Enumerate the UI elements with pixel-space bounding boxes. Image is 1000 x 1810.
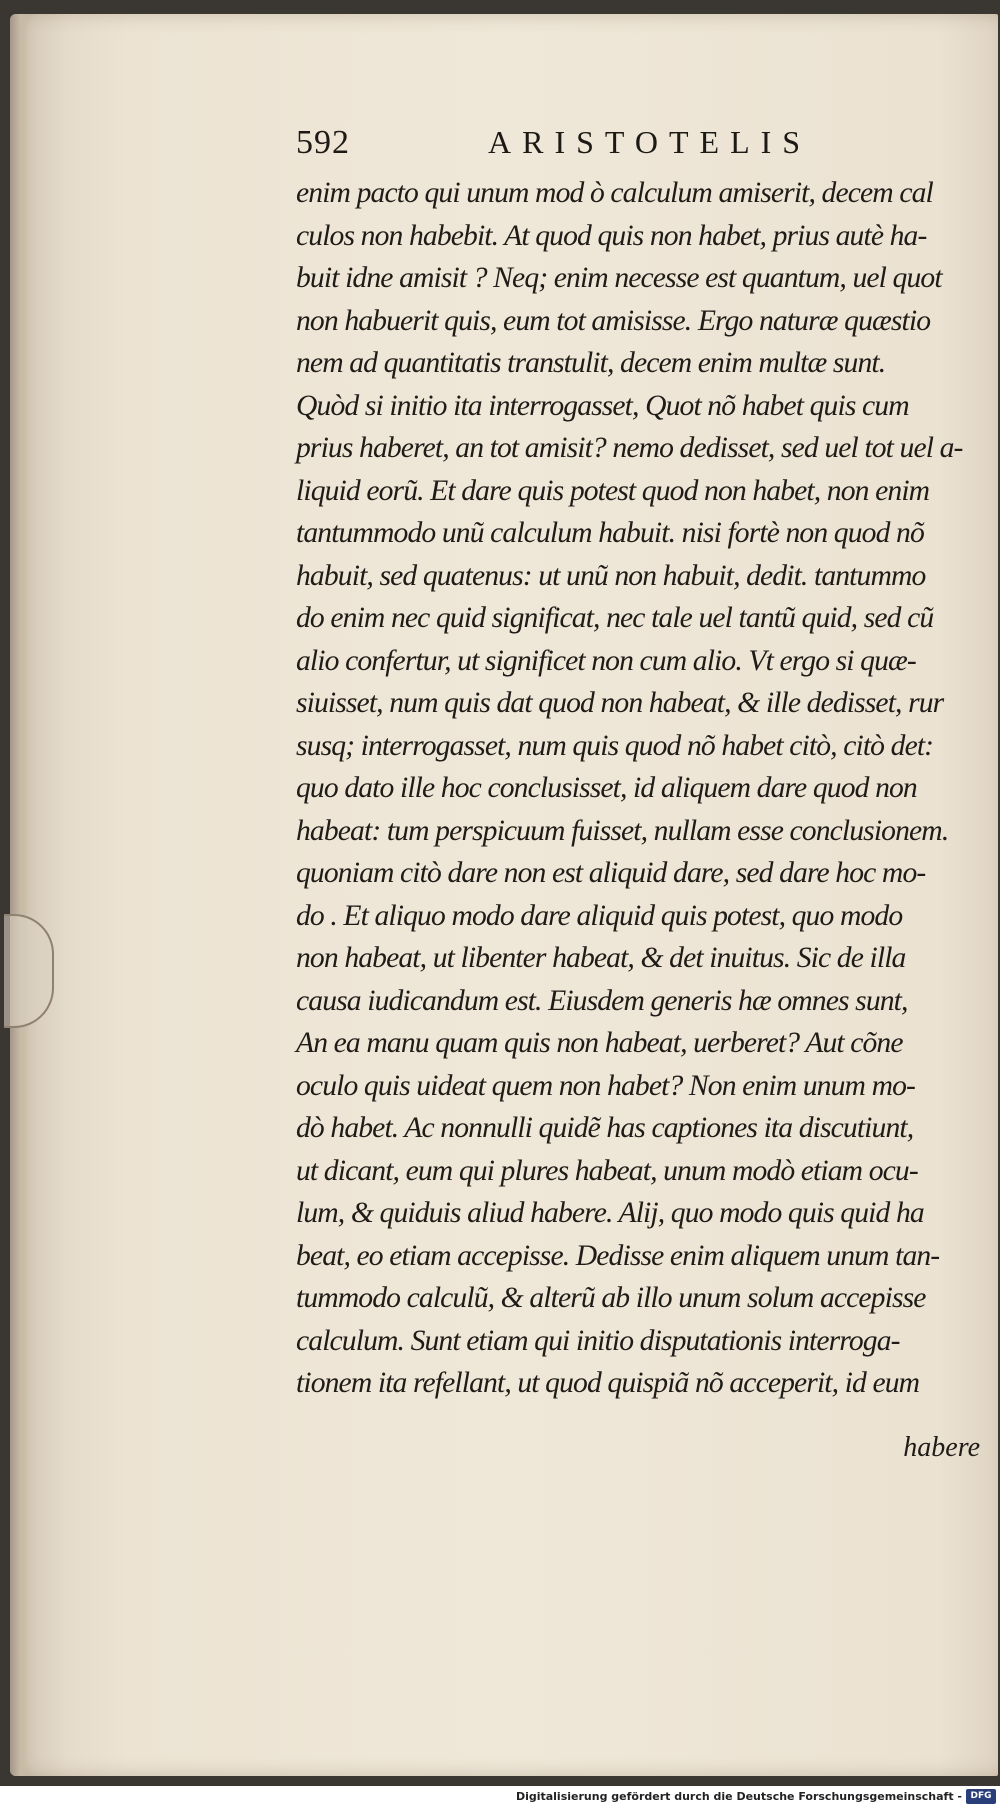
text-line: prius haberet, an tot amisit? nemo dedisset, sed uel tot uel a-: [296, 431, 963, 464]
page-number: 592: [296, 124, 350, 161]
dfg-logo-icon: DFG: [966, 1789, 996, 1804]
text-line: susq; interrogasset, num quis quod nõ habet citò, citò det:: [296, 728, 934, 762]
body-text: [296, 172, 976, 1405]
digitization-footer: [0, 1786, 1000, 1810]
text-line: liquid eorũ. Et dare quis potest quod non habet, non enim: [296, 473, 930, 507]
footer-credit: Digitalisierung gefördert durch die Deutsche Forschungsgemeinschaft -: [515, 1790, 962, 1803]
text-line: culos non habebit. At quod quis non habet, prius autè ha-: [296, 218, 927, 252]
text-line: ut dicant, eum qui plures habeat, unum modò etiam ocu-: [296, 1153, 918, 1187]
text-line: Quòd si initio ita interrogasset, Quot nõ habet quis cum: [296, 388, 909, 422]
text-line: dò habet. Ac nonnulli quidẽ has captiones ita discutiunt,: [296, 1111, 914, 1144]
text-line: buit idne amisit ? Neq; enim necesse est quantum, uel quot: [296, 261, 942, 294]
text-line: quoniam citò dare non est aliquid dare, sed dare hoc mo-: [296, 856, 926, 889]
text-line: do enim nec quid significat, nec tale uel tantũ quid, sed cũ: [296, 601, 934, 634]
text-line: causa iudicandum est. Eiusdem generis hæ omnes sunt,: [296, 983, 908, 1017]
text-line: tantummodo unũ calculum habuit. nisi fortè non quod nõ: [296, 516, 924, 549]
text-line: habeat: tum perspicuum fuisset, nullam esse conclusionem.: [296, 813, 949, 847]
text-line: do . Et aliquo modo dare aliquid quis potest, quo modo: [296, 898, 903, 932]
text-line: beat, eo etiam accepisse. Dedisse enim aliquem unum tan-: [296, 1238, 940, 1272]
text-line: siuisset, num quis dat quod non habeat, & ille dedisset, rur: [296, 686, 944, 719]
text-line: tummodo calculũ, & alterũ ab illo unum solum accepisse: [296, 1281, 926, 1314]
text-line: enim pacto qui unum mod ò calculum amiserit, decem cal: [296, 176, 933, 209]
page-edge-fold: [4, 914, 54, 1028]
text-line: quo dato ille hoc conclusisset, id aliquem dare quod non: [296, 771, 917, 804]
text-line: An ea manu quam quis non habeat, uerberet? Aut cõne: [296, 1026, 903, 1059]
text-line: non habuerit quis, eum tot amisisse. Ergo naturæ quæstio: [296, 303, 931, 337]
page-header: [296, 124, 856, 168]
running-head: ARISTOTELIS: [488, 124, 812, 160]
text-line: calculum. Sunt etiam qui initio disputationis interroga-: [296, 1323, 900, 1357]
text-line: habuit, sed quatenus: ut unũ non habuit, dedit. tantummo: [296, 558, 926, 592]
text-line: tionem ita refellant, ut quod quispiã nõ acceperit, id eum: [296, 1366, 920, 1399]
page-gutter-edge: [10, 14, 28, 1776]
text-line: non habeat, ut libenter habeat, & det inuitus. Sic de illa: [296, 941, 906, 974]
text-line: lum, & quiduis aliud habere. Alij, quo modo quis quid ha: [296, 1196, 924, 1229]
text-line: alio confertur, ut significet non cum alio. Vt ergo si quæ-: [296, 643, 916, 677]
text-line: nem ad quantitatis transtulit, decem enim multæ sunt.: [296, 346, 886, 379]
text-line: oculo quis uideat quem non habet? Non enim unum mo-: [296, 1068, 916, 1102]
catchword: habere: [903, 1432, 980, 1463]
